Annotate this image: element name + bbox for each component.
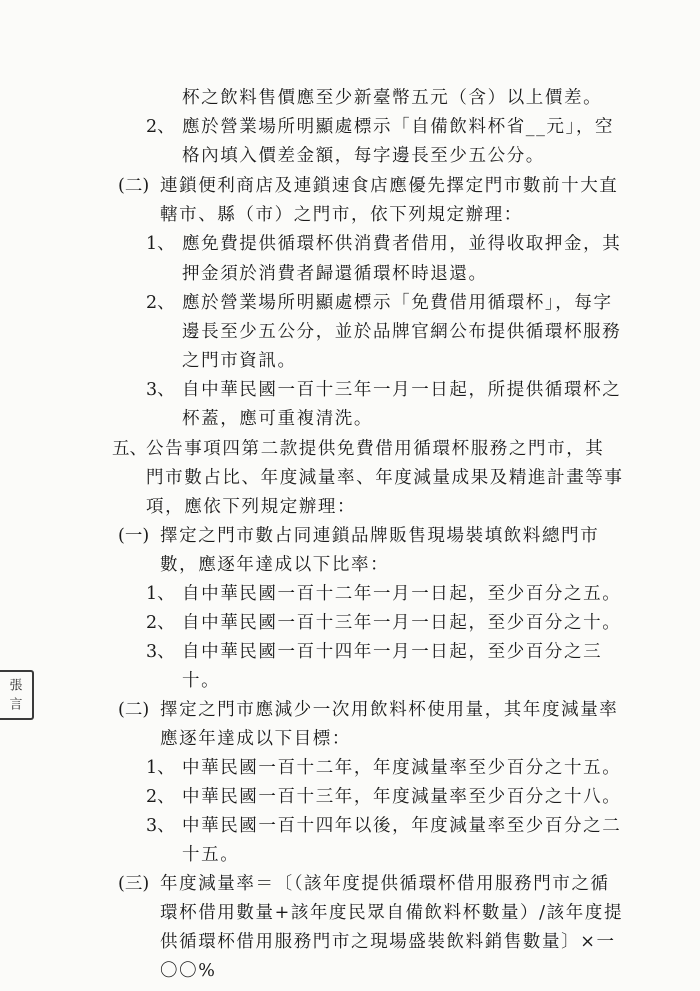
text-line: 中華民國一百十二年，年度減量率至少百分之十五。	[182, 758, 622, 778]
text-line: 自中華民國一百十三年一月一日起，所提供循環杯之	[182, 380, 622, 400]
text-line: 杯蓋，應可重複清洗。	[182, 409, 373, 429]
item-number: 1、	[146, 234, 175, 254]
item-number: 1、	[146, 758, 175, 778]
item-number: (三)	[118, 874, 150, 894]
item-number: (二)	[118, 700, 150, 720]
text-line: 擇定之門市應減少一次用飲料杯使用量，其年度減量率	[160, 700, 619, 720]
item-number: 2、	[146, 613, 175, 633]
text-line: 自中華民國一百十四年一月一日起，至少百分之三	[182, 642, 603, 662]
item-number: (一)	[118, 526, 150, 546]
item-number: 2、	[146, 787, 175, 807]
item-number: 3、	[146, 642, 175, 662]
text-line: 年度減量率＝〔（該年度提供循環杯借用服務門市之循	[160, 874, 610, 894]
text-line: 中華民國一百十三年，年度減量率至少百分之十八。	[182, 787, 622, 807]
text-line: 公告事項四第二款提供免費借用循環杯服務之門市，其	[146, 439, 605, 459]
text-line: 自中華民國一百十二年一月一日起，至少百分之五。	[182, 584, 622, 604]
text-line: 應逐年達成以下目標：	[160, 729, 351, 749]
text-line: 環杯借用數量+該年度民眾自備飲料杯數量）/該年度提	[160, 903, 624, 923]
item-number: 3、	[146, 816, 175, 836]
text-line: 供循環杯借用服務門市之現場盛裝飲料銷售數量〕×一	[160, 932, 616, 952]
text-line: 門市數占比、年度減量率、年度減量成果及精進計畫等事	[146, 468, 624, 488]
text-line: 項，應依下列規定辦理：	[146, 497, 357, 517]
text-line: 擇定之門市數占同連鎖品牌販售現場裝填飲料總門市	[160, 526, 600, 546]
item-number: 1、	[146, 584, 175, 604]
text-line: 應於營業場所明顯處標示「免費借用循環杯」，每字	[182, 293, 613, 313]
text-line: 十。	[182, 671, 221, 691]
text-line: 數，應逐年達成以下比率：	[160, 555, 390, 575]
text-line: 十五。	[182, 845, 240, 865]
text-line: 押金須於消費者歸還循環杯時退還。	[182, 264, 488, 284]
text-line: 應於營業場所明顯處標示「自備飲料杯省__元」，空	[182, 117, 615, 137]
text-line: 中華民國一百十四年以後，年度減量率至少百分之二	[182, 816, 622, 836]
text-line: 格內填入價差金額，每字邊長至少五公分。	[182, 146, 545, 166]
item-number: 3、	[146, 380, 175, 400]
item-number: (二)	[118, 176, 150, 196]
section-number: 五、	[112, 439, 147, 459]
text-line: 杯之飲料售價應至少新臺幣五元（含）以上價差。	[182, 88, 603, 108]
item-number: 2、	[146, 117, 175, 137]
text-line: 轄市、縣（市）之門市，依下列規定辦理：	[160, 205, 523, 225]
text-line: 邊長至少五公分，並於品牌官網公布提供循環杯服務	[182, 322, 622, 342]
text-line: 〇〇%	[160, 961, 217, 981]
item-number: 2、	[146, 293, 175, 313]
text-line: 自中華民國一百十三年一月一日起，至少百分之十。	[182, 613, 622, 633]
text-line: 之門市資訊。	[182, 351, 297, 371]
text-line: 應免費提供循環杯供消費者借用，並得收取押金，其	[182, 234, 622, 254]
text-line: 連鎖便利商店及連鎖速食店應優先擇定門市數前十大直	[160, 176, 619, 196]
seal-text: 張 言	[6, 678, 22, 712]
half-seal-stamp	[0, 670, 34, 720]
